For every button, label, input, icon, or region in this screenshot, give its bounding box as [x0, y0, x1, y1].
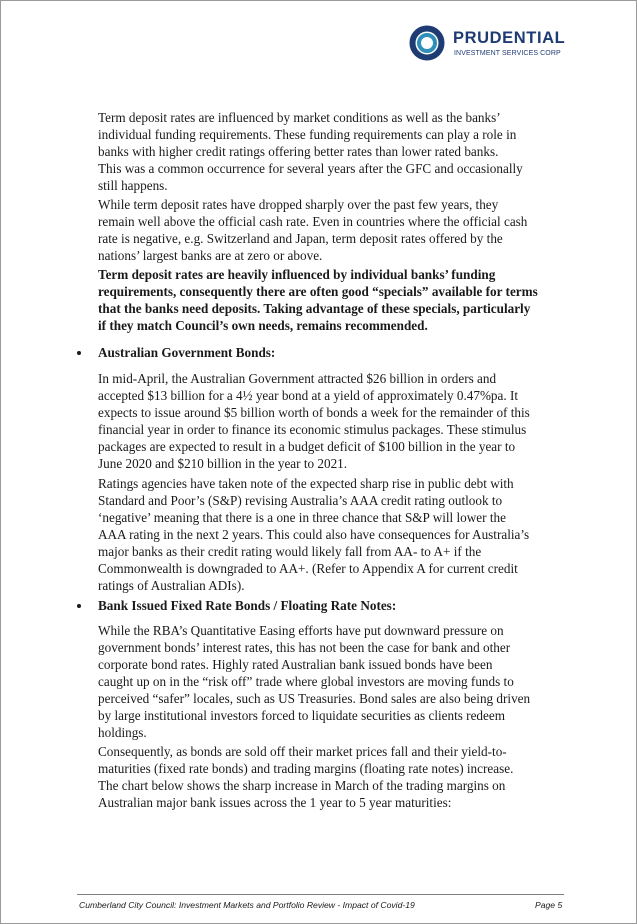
text-line: While the RBA’s Quantitative Easing efforts have put downward pressure on: [98, 623, 504, 638]
text-line: Ratings agencies have taken note of the expected sharp rise in public debt with: [98, 476, 514, 491]
text-line: corporate bond rates. Highly rated Australian bank issued bonds have been: [98, 657, 493, 672]
text-line: Commonwealth is downgraded to AA+. (Refer to Appendix A for current credit: [98, 561, 518, 576]
text-line: ‘negative’ meaning that there is a one in three chance that S&P will lower the: [98, 510, 506, 525]
text-line: packages are expected to result in a budget deficit of $100 billion in the year to: [98, 439, 516, 454]
text-line: June 2020 and $210 billion in the year to 2021.: [98, 456, 348, 471]
company-logo: [409, 25, 579, 65]
logo-ring-icon: [409, 25, 449, 65]
text-line: ratings of Australian ADIs).: [98, 578, 245, 593]
text-line: still happens.: [98, 178, 168, 193]
text-line: nations’ largest banks are at zero or above.: [98, 248, 323, 263]
text-line: rate is negative, e.g. Switzerland and Japan, term deposit rates offered by the: [98, 231, 503, 246]
text-line: AAA rating in the next 2 years. This could also have consequences for Australia’s: [98, 527, 530, 542]
text-line: Consequently, as bonds are sold off their market prices fall and their yield-to-: [98, 744, 507, 759]
text-line: This was a common occurrence for several years after the GFC and occasionally: [98, 161, 523, 176]
paragraph-term-deposits-2: [98, 196, 568, 264]
text-line: caught up on in the “risk off” trade where global investors are moving funds to: [98, 674, 514, 689]
bullet-icon: [77, 346, 85, 354]
text-line: major banks as their credit rating would likely fall from AA- to A+ if the: [98, 544, 482, 559]
text-line: perceived “safer” locales, such as US Treasuries. Bond sales are also being driven: [98, 691, 531, 706]
text-line: Australian major bank issues across the 1 year to 5 year maturities:: [98, 795, 452, 810]
text-line: if they match Council’s own needs, remains recommended.: [98, 318, 428, 333]
paragraph-government-bonds-1: [98, 370, 568, 472]
text-line: remain well above the official cash rate. Even in countries where the official cash: [98, 214, 528, 229]
heading-government-bonds: Australian Government Bonds:: [98, 345, 276, 360]
text-line: holdings.: [98, 725, 147, 740]
text-line: government bonds’ interest rates, this has not been the case for bank and other: [98, 640, 511, 655]
text-line: Term deposit rates are influenced by market conditions as well as the banks’: [98, 110, 501, 125]
text-line: by large institutional investors forced to liquidate securities as clients redeem: [98, 708, 505, 723]
logo-name: PRUDENTIAL: [453, 29, 566, 47]
text-line: banks with higher credit ratings offering better rates than lower rated banks.: [98, 144, 499, 159]
text-line: expects to issue around $5 billion worth of bonds a week for the remainder of this: [98, 405, 530, 420]
paragraph-bank-bonds-2: [98, 743, 568, 811]
text-line: financial year in order to finance its economic stimulus packages. These stimulus: [98, 422, 527, 437]
text-line: that the banks need deposits. Taking advantage of these specials, particularly: [98, 301, 531, 316]
bullet-icon: [77, 599, 85, 607]
heading-bank-bonds: Bank Issued Fixed Rate Bonds / Floating Rate Notes:: [98, 598, 397, 613]
text-line: individual funding requirements. These funding requirements can play a role in: [98, 127, 517, 142]
footer-page-number: Page 5: [535, 900, 563, 910]
text-line: maturities (fixed rate bonds) and trading margins (floating rate notes) increase.: [98, 761, 514, 776]
text-line: Term deposit rates are heavily influenced by individual banks’ funding: [98, 267, 496, 282]
text-line: accepted $13 billion for a 4½ year bond at a yield of approximately 0.47%pa. It: [98, 388, 519, 403]
footer-divider: [77, 894, 564, 895]
logo-subtitle: INVESTMENT SERVICES CORP: [454, 50, 561, 57]
paragraph-bank-bonds-1: [98, 622, 568, 741]
paragraph-government-bonds-2: [98, 475, 568, 594]
text-line: In mid-April, the Australian Government attracted $26 billion in orders and: [98, 371, 497, 386]
text-line: While term deposit rates have dropped sharply over the past few years, they: [98, 197, 499, 212]
footer-document-title: Cumberland City Council: Investment Markets and Portfolio Review - Impact of Covid-19: [79, 900, 415, 910]
paragraph-term-deposits-1: [98, 109, 568, 194]
text-line: Standard and Poor’s (S&P) revising Australia’s AAA credit rating outlook to: [98, 493, 503, 508]
paragraph-term-deposits-recommendation: [98, 266, 568, 334]
text-line: requirements, consequently there are often good “specials” available for terms: [98, 284, 538, 299]
text-line: The chart below shows the sharp increase in March of the trading margins on: [98, 778, 506, 793]
